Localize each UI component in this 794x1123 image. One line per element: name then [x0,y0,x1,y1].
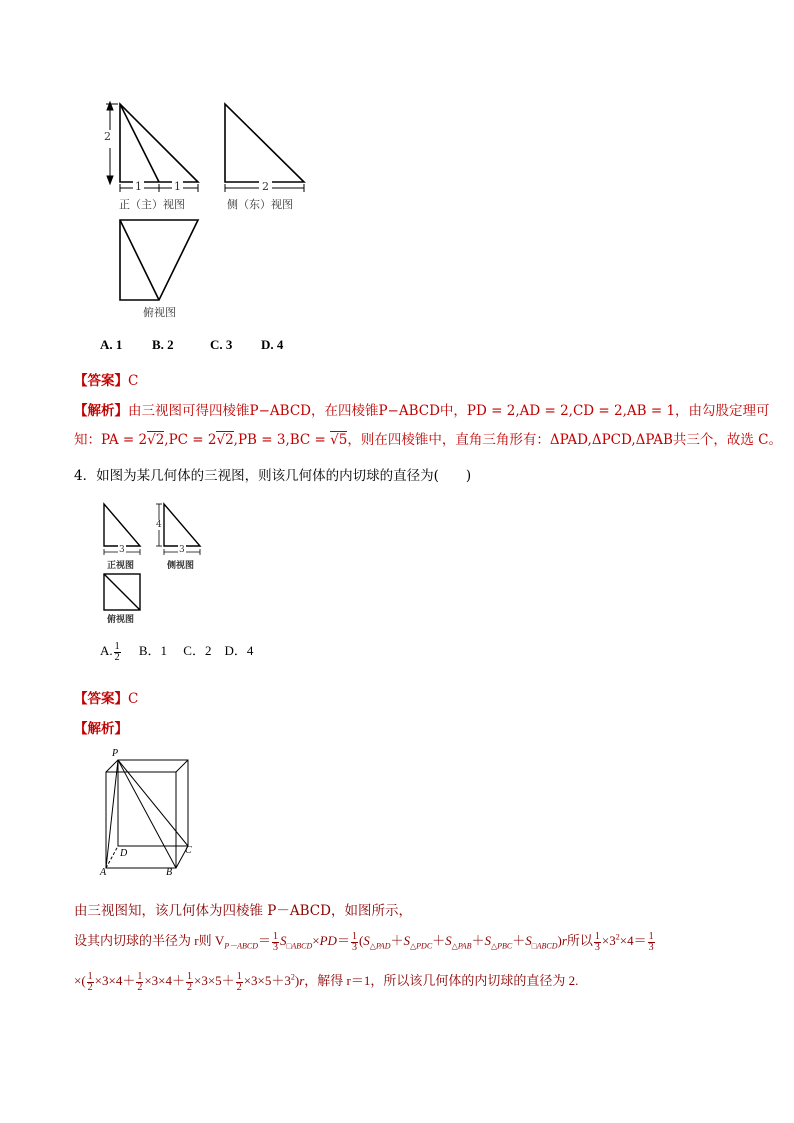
q3-dim-side-label: 2 [259,180,272,193]
q4-answer-line [74,687,138,707]
q3-analysis-text2c: ,PB = 3,BC = [233,432,331,448]
q4-label-p: P [112,748,119,759]
q3-front-view-caption: 正（主）视图 [119,198,185,211]
q3-choice-b: B. 2 [152,337,174,352]
q4-volume-subscript: P－ABCD [224,941,258,951]
q4-answer-value: C [128,691,139,707]
q4-solution-line2: 设其内切球的半径为 r则 $V_{P-ABCD}=$ $\frac{1}{3}$ $S_{□ABCD}\times PD=$ $\frac{1}{3}$ $(S_{\triangle PAD}+S_{\triangle PDC}+S_{\triangle PAB}+S_{\triangle PBC}+S_{□ABCD})r$所以 $\frac{1}{3}$ $\times 3^2\times 4=$ $\frac{1}{3}$ [74,930,654,953]
q3-analysis-text2b: ,PC = 2 [164,432,217,448]
q4-choices [100,640,253,663]
q4-side-view-caption: 侧视图 [167,561,195,571]
q4-choice-a-prefix: A. [100,643,113,658]
q3-top-view-caption: 俯视图 [143,306,176,319]
q3-answer-value: C [128,373,139,389]
q3-analysis-text2d: ，则在四棱锥中，直角三角形有：ΔPAD,ΔPCD,ΔPAB共三个，故选 C。 [347,432,782,448]
q3-dim-front-left-label: 1 [135,180,142,193]
q3-analysis-tag: 【解析】 [74,403,128,419]
q4-choice-a-fraction [114,642,121,663]
q3-sqrt-1: 2 [155,432,165,448]
q4-dim-side-width-label: 3 [179,545,185,555]
q4-top-view-caption: 俯视图 [107,615,135,625]
q3-side-view-caption: 侧（东）视图 [227,198,293,211]
q4-choices-rest: B．1 C．2 D．4 [138,643,254,658]
q4-choice-a-denominator: 2 [114,651,120,663]
q4-question: 4．如图为某几何体的三视图，则该几何体的内切球的直径为( ) [74,468,472,484]
q3-choice-d: D. 4 [261,337,284,352]
q3-sqrt-2: 2 [225,432,234,448]
q3-choice-a: A. 1 [100,337,123,352]
q3-answer-line [74,369,138,389]
q3-analysis-text2a: 知：PA = 2 [74,432,148,448]
q4-side-view [164,504,200,546]
q4-top-view [104,574,140,610]
q4-dim-side-height-label: 4 [156,520,162,530]
q4-label-a: A [100,867,107,878]
q3-analysis-line1 [74,399,770,419]
q3-analysis-text1: 由三视图可得四棱锥P−ABCD，在四棱锥P−ABCD中，PD = 2,AD = 2,CD = 2,AB = 1，由勾股定理可 [128,403,770,419]
q3-analysis-line2: 知：PA = 2√2,PC = 2√2,PB = 3,BC = √5，则在四棱锥中，直角三角形有：ΔPAD,ΔPCD,ΔPAB共三个，故选 C。 [74,432,782,448]
q4-label-c: C [185,845,192,856]
q4-dim-front-label: 3 [119,545,125,555]
q4-front-view [104,504,140,546]
q3-front-view [120,104,198,182]
q3-side-view [225,104,304,182]
q4-solution-line1: 由三视图知，该几何体为四棱锥 P－ABCD，如图所示， [74,903,412,919]
q3-answer-tag: 【答案】 [74,373,128,389]
q3-choice-c: C. 3 [210,337,233,352]
q4-analysis-tag-line [74,717,128,737]
q3-sqrt-3: 5 [338,432,348,448]
q4-solution-line3: ×( $\frac{1}{2}$ ×3×4＋ $\frac{1}{2}$ ×3×4＋ $\frac{1}{2}$ ×3×5＋ $\frac{1}{2}$ $\times 3\times 5+3^2)r$，解得 r＝1，所以该几何体的内切球的直径为 2. [74,970,579,993]
q4-label-b: B [166,867,173,878]
q4-label-d: D [120,848,128,859]
q4-solution-line2-start: 设其内切球的半径为 r则 V [74,933,225,948]
q3-dim-height-label: 2 [104,130,111,143]
q4-answer-tag: 【答案】 [74,691,128,707]
q3-front-width-dimension [120,184,198,192]
q4-analysis-tag: 【解析】 [74,721,128,737]
q4-choice-a-numerator: 1 [114,640,120,652]
q3-top-view [120,220,198,300]
q4-pyramid-in-box-figure [96,748,206,880]
q4-solution-line3-end: ，解得 r＝1，所以该几何体的内切球的直径为 2. [304,973,579,988]
q3-dim-front-right-label: 1 [174,180,181,193]
q4-front-view-caption: 正视图 [107,561,135,571]
